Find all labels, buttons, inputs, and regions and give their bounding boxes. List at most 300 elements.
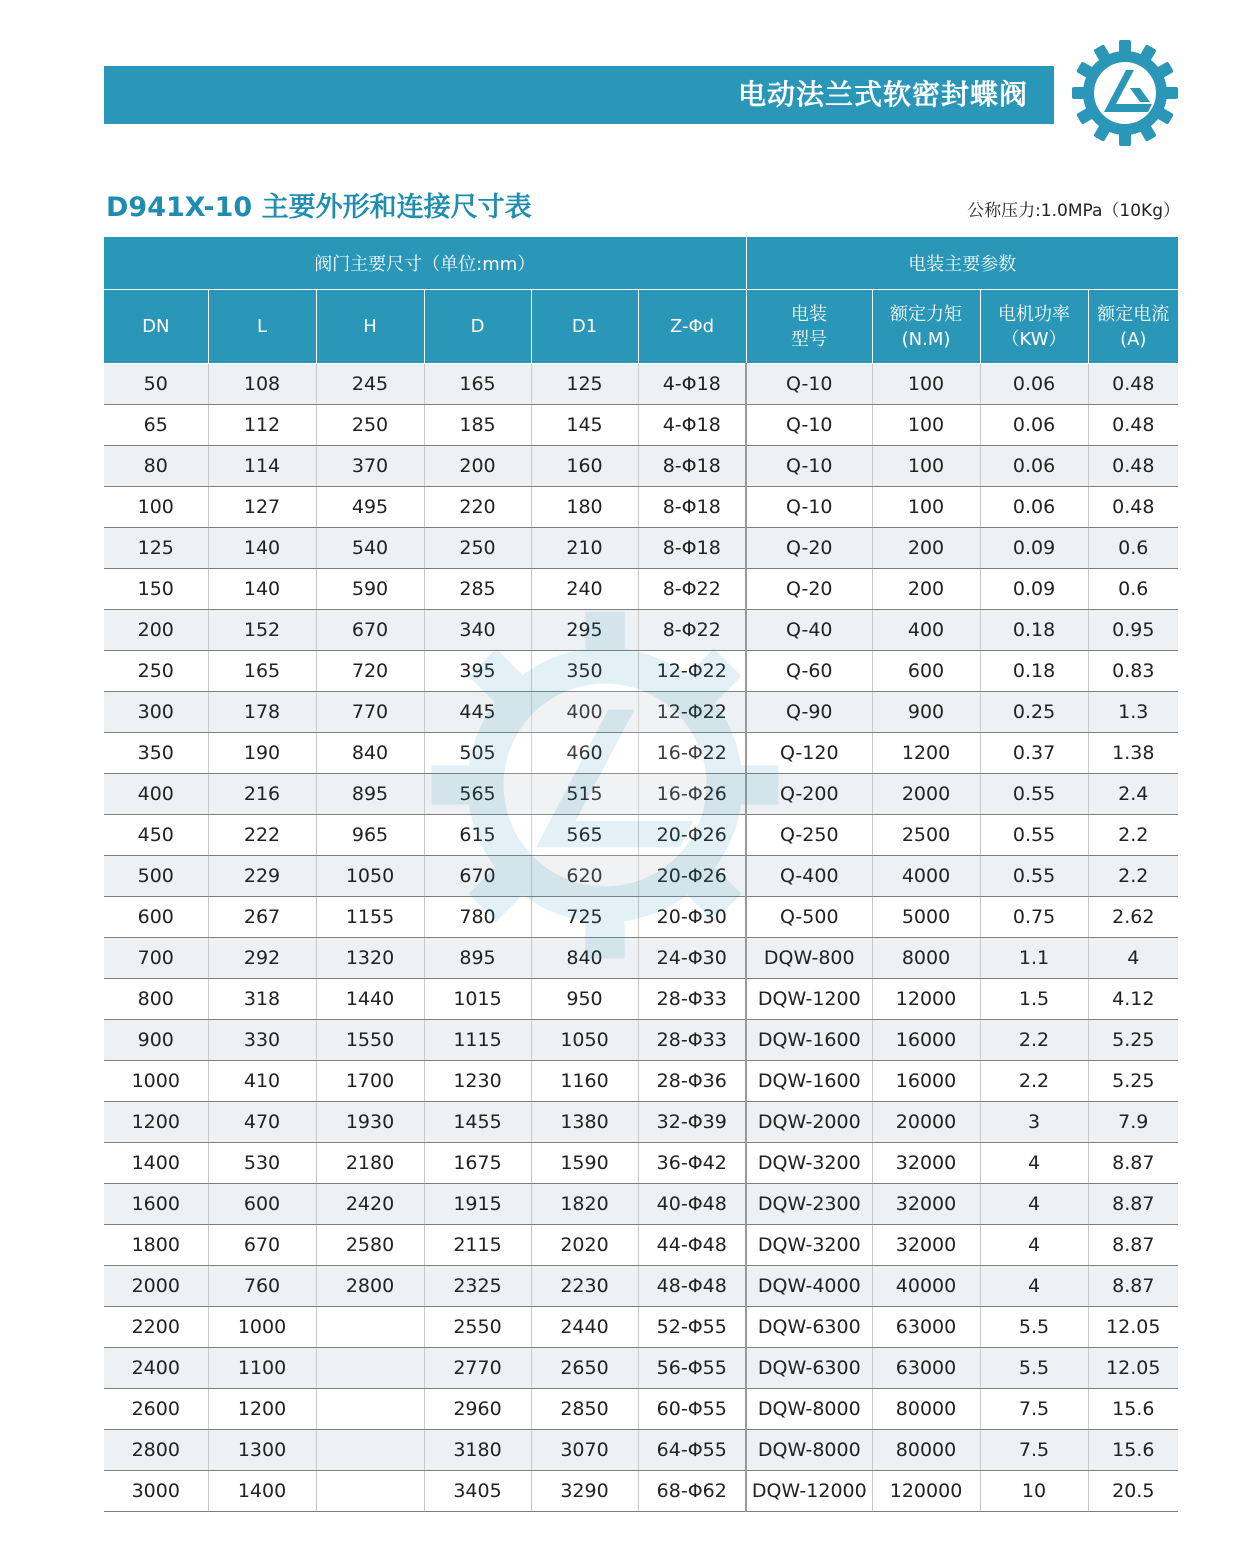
- column-header-line: 额定力矩: [890, 303, 963, 325]
- table-row: [104, 1266, 1178, 1307]
- cell-bolt-holes: 8-Φ18: [638, 487, 746, 528]
- cell-motor-power: 10: [980, 1471, 1088, 1512]
- cell-bolt-holes: 12-Φ22: [638, 692, 746, 733]
- cell-actuator-model: DQW-8000: [746, 1430, 872, 1471]
- cell-rated-current: 4.12: [1088, 979, 1178, 1020]
- cell-motor-power: 4: [980, 1266, 1088, 1307]
- cell-d1: 125: [531, 364, 638, 405]
- cell-h: 2180: [316, 1143, 424, 1184]
- cell-d: 185: [424, 405, 531, 446]
- cell-h: 540: [316, 528, 424, 569]
- cell-dn: 100: [104, 487, 208, 528]
- cell-motor-power: 0.55: [980, 856, 1088, 897]
- cell-dn: 2800: [104, 1430, 208, 1471]
- cell-l: 1400: [208, 1471, 316, 1512]
- cell-motor-power: 1.5: [980, 979, 1088, 1020]
- cell-rated-current: 0.48: [1088, 487, 1178, 528]
- cell-rated-torque: 600: [872, 651, 980, 692]
- cell-d1: 180: [531, 487, 638, 528]
- cell-bolt-holes: 28-Φ33: [638, 979, 746, 1020]
- cell-bolt-holes: 32-Φ39: [638, 1102, 746, 1143]
- cell-dn: 250: [104, 651, 208, 692]
- cell-rated-torque: 200: [872, 528, 980, 569]
- cell-actuator-model: DQW-12000: [746, 1471, 872, 1512]
- cell-rated-current: 8.87: [1088, 1184, 1178, 1225]
- table-row: [104, 364, 1178, 405]
- cell-d: 780: [424, 897, 531, 938]
- cell-motor-power: 1.1: [980, 938, 1088, 979]
- cell-rated-torque: 40000: [872, 1266, 980, 1307]
- cell-l: 229: [208, 856, 316, 897]
- cell-h: [316, 1430, 424, 1471]
- cell-d1: 840: [531, 938, 638, 979]
- cell-bolt-holes: 20-Φ26: [638, 856, 746, 897]
- cell-l: 267: [208, 897, 316, 938]
- cell-d: 1015: [424, 979, 531, 1020]
- cell-d: 250: [424, 528, 531, 569]
- cell-d: 165: [424, 364, 531, 405]
- cell-l: 165: [208, 651, 316, 692]
- cell-motor-power: 0.55: [980, 774, 1088, 815]
- cell-d1: 515: [531, 774, 638, 815]
- column-header-line: D: [470, 316, 485, 337]
- cell-h: 840: [316, 733, 424, 774]
- cell-l: 216: [208, 774, 316, 815]
- table-heading: D941X-10 主要外形和连接尺寸表: [106, 192, 532, 223]
- cell-d1: 1590: [531, 1143, 638, 1184]
- table-row: [104, 1061, 1178, 1102]
- cell-l: 318: [208, 979, 316, 1020]
- company-gear-logo: [1070, 38, 1180, 148]
- cell-h: 1440: [316, 979, 424, 1020]
- table-row: [104, 897, 1178, 938]
- cell-h: 370: [316, 446, 424, 487]
- table-row: [104, 487, 1178, 528]
- table-row: [104, 1102, 1178, 1143]
- cell-d: 670: [424, 856, 531, 897]
- cell-motor-power: 0.06: [980, 446, 1088, 487]
- cell-rated-current: 2.62: [1088, 897, 1178, 938]
- cell-l: 152: [208, 610, 316, 651]
- cell-dn: 2200: [104, 1307, 208, 1348]
- group-header-row: [104, 237, 1178, 290]
- cell-rated-current: 12.05: [1088, 1348, 1178, 1389]
- cell-l: 670: [208, 1225, 316, 1266]
- cell-rated-torque: 63000: [872, 1348, 980, 1389]
- cell-actuator-model: Q-10: [746, 364, 872, 405]
- cell-motor-power: 4: [980, 1225, 1088, 1266]
- column-header-rated-torque: [872, 290, 980, 364]
- cell-rated-torque: 63000: [872, 1307, 980, 1348]
- cell-dn: 1800: [104, 1225, 208, 1266]
- cell-bolt-holes: 20-Φ30: [638, 897, 746, 938]
- cell-rated-current: 0.83: [1088, 651, 1178, 692]
- table-row: [104, 1307, 1178, 1348]
- table-row: [104, 610, 1178, 651]
- cell-bolt-holes: 44-Φ48: [638, 1225, 746, 1266]
- cell-actuator-model: DQW-3200: [746, 1225, 872, 1266]
- cell-dn: 150: [104, 569, 208, 610]
- table-row: [104, 1471, 1178, 1512]
- cell-l: 222: [208, 815, 316, 856]
- cell-h: 2800: [316, 1266, 424, 1307]
- column-header-actuator-model: [746, 290, 872, 364]
- cell-d: 565: [424, 774, 531, 815]
- cell-rated-current: 0.6: [1088, 569, 1178, 610]
- cell-bolt-holes: 28-Φ33: [638, 1020, 746, 1061]
- cell-d: 340: [424, 610, 531, 651]
- cell-l: 112: [208, 405, 316, 446]
- cell-d: 2325: [424, 1266, 531, 1307]
- cell-actuator-model: DQW-2300: [746, 1184, 872, 1225]
- cell-motor-power: 3: [980, 1102, 1088, 1143]
- cell-actuator-model: Q-20: [746, 528, 872, 569]
- cell-d: 3405: [424, 1471, 531, 1512]
- dimension-table: [104, 237, 1178, 1512]
- cell-rated-current: 8.87: [1088, 1225, 1178, 1266]
- cell-actuator-model: Q-40: [746, 610, 872, 651]
- cell-h: 1700: [316, 1061, 424, 1102]
- cell-d: 220: [424, 487, 531, 528]
- cell-rated-torque: 32000: [872, 1184, 980, 1225]
- cell-actuator-model: DQW-6300: [746, 1348, 872, 1389]
- cell-h: 965: [316, 815, 424, 856]
- cell-bolt-holes: 56-Φ55: [638, 1348, 746, 1389]
- cell-actuator-model: Q-120: [746, 733, 872, 774]
- cell-dn: 80: [104, 446, 208, 487]
- cell-dn: 450: [104, 815, 208, 856]
- cell-l: 410: [208, 1061, 316, 1102]
- table-body: [104, 364, 1178, 1512]
- cell-d1: 565: [531, 815, 638, 856]
- cell-actuator-model: DQW-8000: [746, 1389, 872, 1430]
- cell-rated-current: 2.2: [1088, 856, 1178, 897]
- cell-h: 1050: [316, 856, 424, 897]
- cell-d: 2770: [424, 1348, 531, 1389]
- table-row: [104, 651, 1178, 692]
- cell-d: 2115: [424, 1225, 531, 1266]
- cell-d1: 460: [531, 733, 638, 774]
- table-row: [104, 733, 1178, 774]
- cell-d: 2550: [424, 1307, 531, 1348]
- cell-actuator-model: DQW-4000: [746, 1266, 872, 1307]
- column-header-l: [208, 290, 316, 364]
- column-header-line: 型号: [791, 328, 828, 350]
- cell-d1: 160: [531, 446, 638, 487]
- cell-h: [316, 1471, 424, 1512]
- column-header-h: [316, 290, 424, 364]
- cell-bolt-holes: 8-Φ22: [638, 610, 746, 651]
- cell-rated-torque: 1200: [872, 733, 980, 774]
- cell-l: 600: [208, 1184, 316, 1225]
- cell-actuator-model: DQW-6300: [746, 1307, 872, 1348]
- cell-l: 140: [208, 569, 316, 610]
- cell-dn: 350: [104, 733, 208, 774]
- cell-l: 108: [208, 364, 316, 405]
- cell-rated-current: 8.87: [1088, 1143, 1178, 1184]
- cell-h: [316, 1348, 424, 1389]
- cell-l: 1100: [208, 1348, 316, 1389]
- cell-rated-torque: 32000: [872, 1225, 980, 1266]
- column-header-line: 电机功率: [998, 303, 1071, 325]
- cell-rated-torque: 4000: [872, 856, 980, 897]
- cell-dn: 2000: [104, 1266, 208, 1307]
- table-row: [104, 1389, 1178, 1430]
- cell-motor-power: 0.06: [980, 364, 1088, 405]
- cell-d1: 2850: [531, 1389, 638, 1430]
- cell-rated-current: 12.05: [1088, 1307, 1178, 1348]
- cell-motor-power: 0.06: [980, 405, 1088, 446]
- table-row: [104, 1020, 1178, 1061]
- cell-rated-torque: 80000: [872, 1389, 980, 1430]
- cell-rated-current: 8.87: [1088, 1266, 1178, 1307]
- table-row: [104, 528, 1178, 569]
- cell-l: 292: [208, 938, 316, 979]
- cell-rated-current: 4: [1088, 938, 1178, 979]
- cell-d1: 725: [531, 897, 638, 938]
- cell-bolt-holes: 4-Φ18: [638, 364, 746, 405]
- cell-actuator-model: Q-500: [746, 897, 872, 938]
- cell-motor-power: 0.18: [980, 651, 1088, 692]
- table-row: [104, 569, 1178, 610]
- cell-motor-power: 2.2: [980, 1020, 1088, 1061]
- cell-bolt-holes: 48-Φ48: [638, 1266, 746, 1307]
- cell-rated-current: 0.48: [1088, 446, 1178, 487]
- cell-d: 395: [424, 651, 531, 692]
- banner-title: 电动法兰式软密封蝶阀: [737, 78, 1028, 111]
- cell-l: 190: [208, 733, 316, 774]
- cell-rated-torque: 2000: [872, 774, 980, 815]
- cell-motor-power: 0.06: [980, 487, 1088, 528]
- cell-d: 3180: [424, 1430, 531, 1471]
- cell-d1: 1160: [531, 1061, 638, 1102]
- cell-actuator-model: Q-400: [746, 856, 872, 897]
- cell-bolt-holes: 4-Φ18: [638, 405, 746, 446]
- cell-l: 114: [208, 446, 316, 487]
- cell-d1: 2440: [531, 1307, 638, 1348]
- table-row: [104, 446, 1178, 487]
- cell-d1: 2020: [531, 1225, 638, 1266]
- cell-d1: 2230: [531, 1266, 638, 1307]
- cell-actuator-model: DQW-2000: [746, 1102, 872, 1143]
- cell-motor-power: 0.55: [980, 815, 1088, 856]
- cell-bolt-holes: 52-Φ55: [638, 1307, 746, 1348]
- cell-d: 285: [424, 569, 531, 610]
- cell-dn: 1400: [104, 1143, 208, 1184]
- cell-rated-torque: 100: [872, 405, 980, 446]
- column-header-line: L: [256, 316, 268, 337]
- cell-motor-power: 5.5: [980, 1348, 1088, 1389]
- cell-rated-torque: 8000: [872, 938, 980, 979]
- valve-dimensions-header: 阀门主要尺寸（单位:mm）: [104, 237, 746, 290]
- table-row: [104, 1430, 1178, 1471]
- cell-d: 200: [424, 446, 531, 487]
- cell-motor-power: 5.5: [980, 1307, 1088, 1348]
- cell-h: 245: [316, 364, 424, 405]
- cell-motor-power: 0.75: [980, 897, 1088, 938]
- cell-rated-current: 0.6: [1088, 528, 1178, 569]
- cell-rated-current: 2.4: [1088, 774, 1178, 815]
- table-row: [104, 405, 1178, 446]
- cell-h: 770: [316, 692, 424, 733]
- cell-rated-current: 15.6: [1088, 1430, 1178, 1471]
- cell-rated-current: 0.95: [1088, 610, 1178, 651]
- cell-d1: 3290: [531, 1471, 638, 1512]
- cell-d: 1675: [424, 1143, 531, 1184]
- column-header-line: (A): [1120, 328, 1147, 350]
- cell-motor-power: 4: [980, 1184, 1088, 1225]
- cell-h: [316, 1307, 424, 1348]
- cell-actuator-model: DQW-1600: [746, 1020, 872, 1061]
- cell-motor-power: 0.09: [980, 569, 1088, 610]
- cell-bolt-holes: 28-Φ36: [638, 1061, 746, 1102]
- cell-motor-power: 7.5: [980, 1389, 1088, 1430]
- cell-bolt-holes: 16-Φ26: [638, 774, 746, 815]
- cell-rated-torque: 2500: [872, 815, 980, 856]
- cell-bolt-holes: 36-Φ42: [638, 1143, 746, 1184]
- cell-dn: 2400: [104, 1348, 208, 1389]
- cell-bolt-holes: 60-Φ55: [638, 1389, 746, 1430]
- cell-h: 720: [316, 651, 424, 692]
- cell-h: [316, 1389, 424, 1430]
- cell-motor-power: 2.2: [980, 1061, 1088, 1102]
- cell-h: 2580: [316, 1225, 424, 1266]
- cell-dn: 65: [104, 405, 208, 446]
- cell-d1: 240: [531, 569, 638, 610]
- cell-d1: 3070: [531, 1430, 638, 1471]
- cell-actuator-model: Q-10: [746, 487, 872, 528]
- cell-h: 250: [316, 405, 424, 446]
- cell-d1: 210: [531, 528, 638, 569]
- table-row: [104, 856, 1178, 897]
- cell-dn: 700: [104, 938, 208, 979]
- column-header-line: DN: [142, 316, 170, 337]
- table-row: [104, 979, 1178, 1020]
- cell-rated-current: 0.48: [1088, 405, 1178, 446]
- cell-motor-power: 0.37: [980, 733, 1088, 774]
- cell-d1: 2650: [531, 1348, 638, 1389]
- cell-d1: 295: [531, 610, 638, 651]
- cell-rated-current: 20.5: [1088, 1471, 1178, 1512]
- column-header-line: 额定电流: [1097, 303, 1170, 325]
- column-header-dn: [104, 290, 208, 364]
- cell-dn: 300: [104, 692, 208, 733]
- cell-rated-current: 7.9: [1088, 1102, 1178, 1143]
- cell-rated-torque: 120000: [872, 1471, 980, 1512]
- cell-d: 615: [424, 815, 531, 856]
- cell-rated-current: 5.25: [1088, 1020, 1178, 1061]
- cell-l: 1000: [208, 1307, 316, 1348]
- column-header-rated-current: [1088, 290, 1178, 364]
- cell-rated-torque: 400: [872, 610, 980, 651]
- cell-dn: 2600: [104, 1389, 208, 1430]
- cell-actuator-model: Q-250: [746, 815, 872, 856]
- cell-h: 895: [316, 774, 424, 815]
- cell-motor-power: 4: [980, 1143, 1088, 1184]
- cell-l: 140: [208, 528, 316, 569]
- cell-d: 2960: [424, 1389, 531, 1430]
- cell-dn: 500: [104, 856, 208, 897]
- table-row: [104, 1184, 1178, 1225]
- cell-bolt-holes: 64-Φ55: [638, 1430, 746, 1471]
- cell-dn: 1000: [104, 1061, 208, 1102]
- cell-rated-current: 15.6: [1088, 1389, 1178, 1430]
- cell-dn: 3000: [104, 1471, 208, 1512]
- cell-d1: 1380: [531, 1102, 638, 1143]
- cell-bolt-holes: 24-Φ30: [638, 938, 746, 979]
- cell-d1: 350: [531, 651, 638, 692]
- title-banner: [104, 66, 1054, 124]
- cell-h: 2420: [316, 1184, 424, 1225]
- cell-actuator-model: DQW-3200: [746, 1143, 872, 1184]
- cell-rated-current: 0.48: [1088, 364, 1178, 405]
- cell-dn: 600: [104, 897, 208, 938]
- cell-rated-current: 5.25: [1088, 1061, 1178, 1102]
- cell-rated-torque: 32000: [872, 1143, 980, 1184]
- cell-l: 178: [208, 692, 316, 733]
- column-header-bolt-holes: [638, 290, 746, 364]
- cell-d1: 950: [531, 979, 638, 1020]
- cell-h: 1550: [316, 1020, 424, 1061]
- cell-d: 1115: [424, 1020, 531, 1061]
- column-header-row: [104, 290, 1178, 364]
- cell-l: 470: [208, 1102, 316, 1143]
- table-row: [104, 938, 1178, 979]
- cell-actuator-model: DQW-800: [746, 938, 872, 979]
- cell-rated-torque: 16000: [872, 1020, 980, 1061]
- cell-d: 1455: [424, 1102, 531, 1143]
- cell-d: 895: [424, 938, 531, 979]
- cell-bolt-holes: 68-Φ62: [638, 1471, 746, 1512]
- cell-rated-torque: 200: [872, 569, 980, 610]
- cell-d1: 1050: [531, 1020, 638, 1061]
- cell-actuator-model: Q-10: [746, 405, 872, 446]
- cell-dn: 800: [104, 979, 208, 1020]
- cell-dn: 50: [104, 364, 208, 405]
- actuator-params-header: 电装主要参数: [746, 237, 1178, 290]
- column-header-line: H: [363, 316, 377, 337]
- cell-d1: 620: [531, 856, 638, 897]
- cell-dn: 200: [104, 610, 208, 651]
- cell-h: 495: [316, 487, 424, 528]
- column-header-line: D1: [571, 316, 598, 337]
- cell-h: 590: [316, 569, 424, 610]
- cell-dn: 400: [104, 774, 208, 815]
- cell-d1: 145: [531, 405, 638, 446]
- column-header-motor-power: [980, 290, 1088, 364]
- cell-d1: 1820: [531, 1184, 638, 1225]
- cell-bolt-holes: 20-Φ26: [638, 815, 746, 856]
- nominal-pressure: 公称压力:1.0MPa（10Kg）: [967, 201, 1180, 221]
- table-row: [104, 1143, 1178, 1184]
- cell-motor-power: 7.5: [980, 1430, 1088, 1471]
- cell-dn: 1600: [104, 1184, 208, 1225]
- column-header-line: (N.M): [901, 328, 951, 350]
- column-header-line: 电装: [791, 303, 828, 325]
- column-header-line: Z-Φd: [669, 316, 715, 337]
- column-header-d1: [531, 290, 638, 364]
- cell-h: 1320: [316, 938, 424, 979]
- cell-motor-power: 0.18: [980, 610, 1088, 651]
- cell-rated-torque: 5000: [872, 897, 980, 938]
- cell-rated-torque: 900: [872, 692, 980, 733]
- table-row: [104, 692, 1178, 733]
- cell-bolt-holes: 8-Φ22: [638, 569, 746, 610]
- cell-l: 330: [208, 1020, 316, 1061]
- column-header-line: （KW）: [1001, 328, 1067, 350]
- cell-rated-torque: 100: [872, 364, 980, 405]
- cell-actuator-model: Q-200: [746, 774, 872, 815]
